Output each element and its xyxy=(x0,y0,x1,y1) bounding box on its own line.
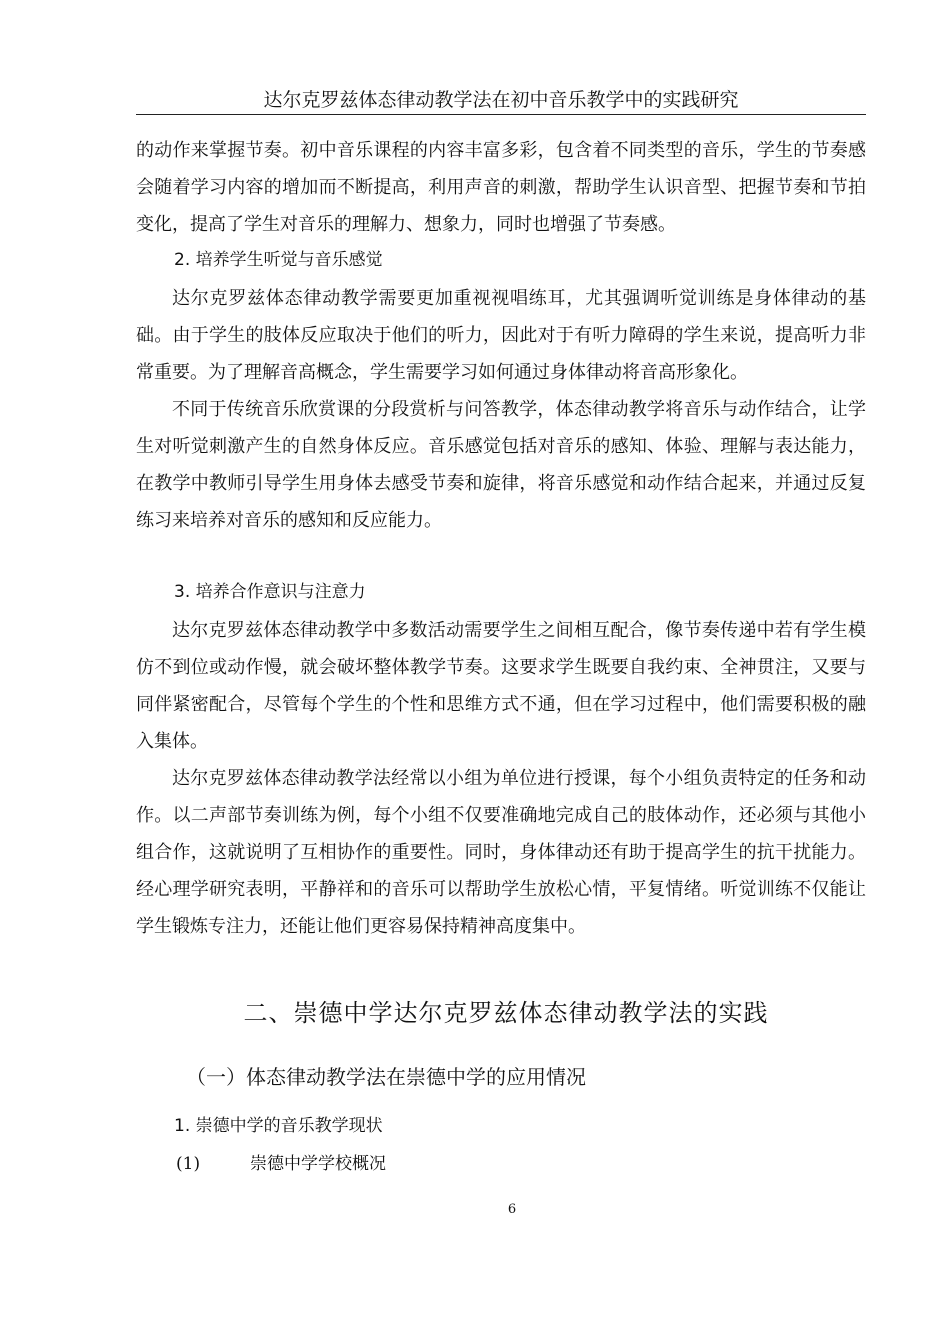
chapter-heading: 二、崇德中学达尔克罗兹体态律动教学法的实践 xyxy=(243,999,769,1027)
running-header-title: 达尔克罗兹体态律动教学法在初中音乐教学中的实践研究 xyxy=(263,89,739,111)
paragraph-block-3 xyxy=(136,612,866,945)
subheading-2: 2. 培养学生听觉与音乐感觉 xyxy=(174,250,383,270)
section-heading: （一）体态律动教学法在崇德中学的应用情况 xyxy=(186,1065,586,1089)
page-number: 6 xyxy=(507,1202,517,1217)
body-paragraph: 达尔克罗兹体态律动教学中多数活动需要学生之间相互配合，像节奏传递中若有学生模仿不到位或动作慢，就会破坏整体教学节奏。这要求学生既要自我约束、全神贯注，又要与同伴紧密配合，尽管每个学生的个性和思维方式不通，但在学习过程中，他们需要积极的融入集体。 xyxy=(136,620,866,752)
body-paragraph: 的动作来掌握节奏。初中音乐课程的内容丰富多彩，包含着不同类型的音乐，学生的节奏感会随着学习内容的增加而不断提高，利用声音的刺激，帮助学生认识音型、把握节奏和节拍变化，提高了学生对音乐的理解力、想象力，同时也增强了节奏感。 xyxy=(136,140,866,235)
paragraph-block-1 xyxy=(136,132,866,243)
paragraph-block-2 xyxy=(136,280,866,539)
list-item-number: (1) xyxy=(176,1154,201,1174)
body-paragraph: 达尔克罗兹体态律动教学需要更加重视视唱练耳，尤其强调听觉训练是身体律动的基础。由于学生的肢体反应取决于他们的听力，因此对于有听力障碍的学生来说，提高听力非常重要。为了理解音高概念，学生需要学习如何通过身体律动将音高形象化。 xyxy=(136,288,866,383)
subheading-1: 1. 崇德中学的音乐教学现状 xyxy=(174,1116,383,1136)
body-paragraph: 达尔克罗兹体态律动教学法经常以小组为单位进行授课，每个小组负责特定的任务和动作。以二声部节奏训练为例，每个小组不仅要准确地完成自己的肢体动作，还必须与其他小组合作，这就说明了互相协作的重要性。同时，身体律动还有助于提高学生的抗干扰能力。经心理学研究表明，平静祥和的音乐可以帮助学生放松心情，平复情绪。听觉训练不仅能让学生锻炼专注力，还能让他们更容易保持精神高度集中。 xyxy=(136,768,866,937)
subheading-3: 3. 培养合作意识与注意力 xyxy=(174,582,366,602)
list-item-text: 崇德中学学校概况 xyxy=(250,1154,386,1174)
header-divider xyxy=(136,114,866,115)
body-paragraph: 不同于传统音乐欣赏课的分段赏析与问答教学，体态律动教学将音乐与动作结合，让学生对听觉刺激产生的自然身体反应。音乐感觉包括对音乐的感知、体验、理解与表达能力，在教学中教师引导学生用身体去感受节奏和旋律，将音乐感觉和动作结合起来，并通过反复练习来培养对音乐的感知和反应能力。 xyxy=(136,399,866,531)
